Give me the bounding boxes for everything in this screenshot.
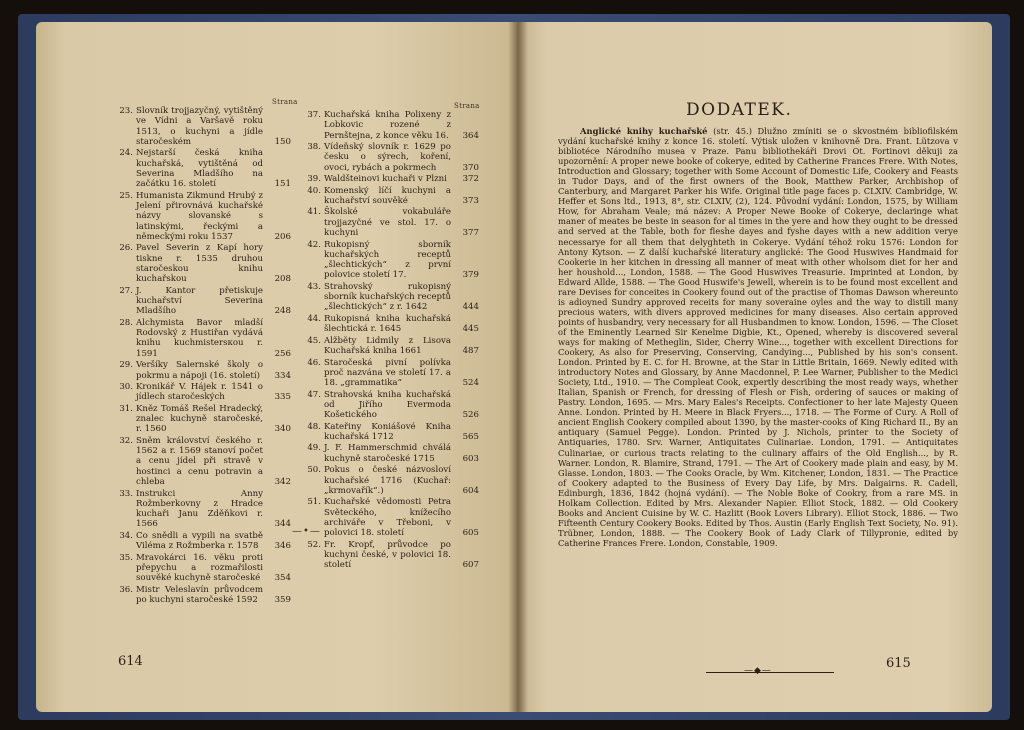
toc-entry-number: 28. <box>119 317 133 328</box>
toc-entry-title: Slovník trojjazyčný, vytištěný ve Vídni a Varšavě roku 1513, o kuchyni a jídle staročeském <box>136 106 263 147</box>
ornament: —◆— <box>744 666 772 676</box>
toc-entry-page: 603 <box>462 453 479 464</box>
toc-entry-number: 36. <box>119 584 133 595</box>
toc-entry-page: 256 <box>274 348 291 359</box>
toc-entry-number: 30. <box>119 382 133 393</box>
toc-entry-page: 373 <box>462 195 479 206</box>
toc-entry-title: Veršíky Salernské školy o pokrmu a nápoji (16. století) <box>136 360 263 381</box>
toc-entry-page: 379 <box>462 270 479 281</box>
toc-entry-number: 31. <box>119 403 133 414</box>
section-heading: Anglické knihy kuchařské <box>580 126 708 136</box>
toc-entry-page: 370 <box>462 162 479 173</box>
toc-entry-title: Kronikář V. Hájek r. 1541 o jídlech staročeských <box>136 382 263 403</box>
toc-entry-page: 150 <box>274 136 291 147</box>
toc-entry-page: 342 <box>274 477 291 488</box>
toc-entry-page: 604 <box>462 485 479 496</box>
toc-entry-number: 38. <box>307 142 321 153</box>
toc-entry-title: Kateřiny Koniášové Kniha kuchařská 1712 <box>324 421 451 442</box>
toc-entry-number: 44. <box>307 313 321 324</box>
toc-entry-title: Rukopisný sborník kuchařských receptů „šlechtických“ z první polovice století 17. <box>324 239 451 281</box>
toc-entry <box>304 174 479 184</box>
toc-entry <box>304 336 479 357</box>
toc-entry-number: 34. <box>119 530 133 541</box>
toc-entry-page: 487 <box>462 346 479 357</box>
toc-entry <box>304 540 479 571</box>
toc-entry-page: 344 <box>274 519 291 530</box>
column-header-strana: Strana <box>454 102 480 110</box>
toc-entry-number: 49. <box>307 443 321 454</box>
toc-entry <box>116 286 291 317</box>
toc-column-right <box>304 110 479 572</box>
toc-entry <box>116 531 291 552</box>
toc-entry-title: Staročeská pivní polívka proč nazvána ve století 17. a 18. „grammatika“ <box>324 357 451 389</box>
section-title: DODATEK. <box>686 100 793 120</box>
toc-entry-number: 33. <box>119 488 133 499</box>
toc-entry-number: 45. <box>307 335 321 346</box>
toc-entry-page: 335 <box>274 392 291 403</box>
toc-entry <box>304 282 479 313</box>
toc-entry-number: 42. <box>307 239 321 250</box>
toc-entry-title: Fr. Kropf, průvodce po kuchyni české, v polovici 18. století <box>324 539 451 571</box>
toc-entry-number: 40. <box>307 185 321 196</box>
toc-entry-title: Alžběty Lidmily z Lisova Kuchařská kniha 1661 <box>324 335 451 357</box>
toc-entry <box>116 553 291 584</box>
ornament: —•— <box>292 526 321 537</box>
toc-entry-page: 524 <box>462 378 479 389</box>
toc-entry <box>116 382 291 403</box>
toc-entry <box>304 358 479 389</box>
toc-entry-title: Strahovský rukopisný sborník kuchařských receptů „šlechtických“ z r. 1642 <box>324 281 451 313</box>
toc-entry <box>304 110 479 141</box>
toc-entry-page: 372 <box>462 174 479 185</box>
toc-entry-page: 445 <box>462 324 479 335</box>
toc-entry <box>304 142 479 173</box>
toc-entry-page: 334 <box>274 370 291 381</box>
toc-entry-title: Nejstarší česká kniha kuchařská, vytištěná od Severina Mladšího na začátku 16. století <box>136 148 263 190</box>
toc-entry-page: 444 <box>462 302 479 313</box>
page-number: 614 <box>118 654 143 669</box>
toc-entry-number: 29. <box>119 360 133 371</box>
toc-entry-title: Kněz Tomáš Rešel Hradecký, znalec kuchyně staročeské, r. 1560 <box>136 403 263 435</box>
page-number: 615 <box>886 656 911 671</box>
toc-entry-title: Mravokárci 16. věku proti přepychu a rozmařilosti souvěké kuchyně staročeské <box>136 552 263 584</box>
toc-entry-page: 208 <box>274 274 291 285</box>
toc-entry <box>304 465 479 496</box>
toc-entry <box>304 240 479 281</box>
toc-entry <box>116 148 291 189</box>
toc-entry-number: 37. <box>307 110 321 120</box>
toc-entry-number: 35. <box>119 552 133 563</box>
toc-entry-page: 359 <box>274 595 291 606</box>
toc-entry <box>116 404 291 435</box>
section-text: (str. 45.) Dlužno zmíniti se o skvostném bibliofilském vydání kuchařské knihy z konce 16. století. Výtisk uložen v knihovně Dra. Frant. Lützova v bibliotéce Národního musea v Praze. Panu bibliothekáři Drovi Ot. Fortinovi děkuji za upozornění: A proper newe booke of cokerye, edited by Catherine Frances Frere. With Notes, Introduction and Glossary; together with Some Account of Domestic Life, Cookery and Feasts in Tudor Days, and of the first owners of the Book, Matthew Parker, Archbishop of Canterbury, and Margaret Parker his Wife. Original title page faces p. CLXIV. Cambridge, W. Heffer et Sons ltd., 1913, 8°, str. CLXIV, (2), 124. Původní vydání: London, 1575, by William How, for Abraham Veale; má název: A Proper Newe Booke of Cokerye, declaringe what maner of meates be beste in season for al times in the yere and how they ought to be dressed and served at the Table, both for fleshe dayes and fyshe dayes with a new addition verye necessarye for all them that delyghteth in Cokerye. Vydání téhož roku 1576: London for Antony Kytson. — Z další kuchařské literatury anglické: The Good Huswives Handmaid for Cookerie in her kitchen in dressing all manner of meat with other wholsom diet for her and her houshold..., London, 1588. — The Good Huswives Treasurie. Imprinted at London, by Edward Allde, 1588. — The Good Huswife's Jewell, wherein is to be found most excellent and rare Devises for conceites in Cookery found out of the practise of Thomas Dawson whereunto is adioyned Sundry approved receits for many soveraine oyles and the way to distill many precious waters, with divers approved medicines for many diseases. Also certain approved points of husbandry, very necessary for all Husbandmen to know. London, 1596. — The Closet of the Eminently Learned Sir Kenelme Digbie, Kt., Opened, whereby is discovered several ways for making of Metheglin, Sider, Cherry Wine..., together with excellent Directions for Cookery, As also for Preserving, Conserving, Candying..., Published by his son's consent. London. Printed by E. C. for H. Browne, at the Star in Little Britain, 1669. Newly edited with introductory Notes and Glossary, by Anne Macdonnel, P. Lee Warner, Publisher to the Medici Society, Ltd., 1910. — The Compleat Cook, expertly describing the most ready ways, whether Italian, Spanish or French, for dressing of Flesh or Fish, ordering of sauces or making of Pastry. London, 1695. — Mrs. Mary Eales's Receipts. Confectioner to her late Majesty Queen Anne. London. Printed by H. Meere in Black Fryers..., 1718. — The Forme of Cury. A Roll of ancient English Cookery compiled about 1390, by the master-cooks of King Richard II., By an antiquary (Samuel Pegge). London. Printed by J. Nichols, printer to the Society of Antiquaries, 1780. Srv. Warner, Antiquitates Culinariae. London, 1791. — Antiquitates Culinariae, or curious tracts relating to the culinary affairs of the Old English..., by R. Warner. London, R. Blamire, Strand, 1791. — The Art of Cookery made plain and easy, by M. Glasse. London, 1803. — The Cooks Oracle, by Wm. Kitchener, London, 1831. — The Practice of Cookery adapted to the Business of Every Day Life, by Mrs. Dalgairns. R. Cadell, Edinburgh, 1836, 1842 (hojná vydání). — The Noble Boke of Cookry, from a rare MS. in Holkam Collection. Edited by Mrs. Alexander Napier. Elliot Stock, 1882. — Old Cookery Books and Ancient Cuisine by W. C. Hazlitt (Book Lovers Library). Elliot Stock, 1886. — Two Fifteenth Century Cookery Books. Edited by Thos. Austin (Early English Text Society, No. 91). Trübner, London, 1888. — The Cookery Book of Lady Clark of Tillypronie, edited by Catherine Frances Frere. London, Constable, 1909. <box>558 126 958 548</box>
toc-entry-page: 377 <box>462 228 479 239</box>
toc-entry-title: Rukopisná kniha kuchařská šlechtická r. 1645 <box>324 313 451 335</box>
toc-entry-page: 248 <box>274 306 291 317</box>
toc-entry <box>304 422 479 443</box>
toc-entry-page: 340 <box>274 424 291 435</box>
toc-entry-page: 605 <box>462 528 479 539</box>
toc-entry <box>304 314 479 335</box>
column-header-strana: Strana <box>272 98 298 106</box>
toc-entry-number: 47. <box>307 389 321 400</box>
toc-entry-number: 23. <box>119 106 133 116</box>
toc-entry-title: Strahovská kniha kuchařská od Jiřího Evermoda Košetického <box>324 389 451 421</box>
toc-entry-number: 51. <box>307 497 321 508</box>
toc-entry <box>304 390 479 421</box>
toc-entry <box>116 243 291 284</box>
toc-entry-number: 48. <box>307 421 321 432</box>
toc-entry-number: 25. <box>119 190 133 201</box>
right-page <box>518 22 992 712</box>
toc-entry-title: Pokus o české názvosloví kuchařské 1716 (Kuchař: „krmovařík“.) <box>324 465 451 496</box>
toc-entry <box>116 106 291 147</box>
section-body <box>558 126 958 548</box>
toc-entry-number: 50. <box>307 465 321 476</box>
toc-entry-page: 346 <box>274 541 291 552</box>
toc-entry-title: Školské vokabuláře trojjazyčné ve stol. 17. o kuchyni <box>324 207 451 239</box>
toc-entry-title: Komenský líčí kuchyni a kuchařství souvěké <box>324 185 451 206</box>
toc-entry-title: J. F. Hammerschmid chválá kuchyně staročeské 1715 <box>324 443 451 464</box>
toc-entry-page: 354 <box>274 573 291 584</box>
toc-entry-title: Instrukci Anny Rožmberkovny z Hradce kuchaři Janu Zděňkovi r. 1566 <box>136 488 263 530</box>
toc-entry-number: 32. <box>119 435 133 446</box>
toc-entry-title: Pavel Severin z Kapí hory tiskne r. 1535 druhou staročeskou knihu kuchařskou <box>136 243 263 285</box>
toc-entry <box>304 497 479 538</box>
toc-entry-number: 46. <box>307 357 321 368</box>
toc-entry <box>116 585 291 606</box>
toc-entry-title: Mistr Veleslavín průvodcem po kuchyni staročeské 1592 <box>136 584 263 606</box>
toc-entry <box>304 186 479 207</box>
toc-entry-title: Kuchařské vědomosti Petra Světeckého, knížecího archiváře v Třeboni, v polovici 18. století <box>324 497 451 539</box>
toc-entry-title: Co snědli a vypili na svatbě Viléma z Rožmberka r. 1578 <box>136 530 263 552</box>
toc-entry-page: 364 <box>462 130 479 141</box>
toc-entry-title: Vídeňský slovník r. 1629 po česku o sýrech, koření, ovoci, rybách a pokrmech <box>324 142 451 173</box>
toc-entry <box>304 207 479 238</box>
toc-entry-number: 39. <box>307 174 321 185</box>
toc-entry <box>116 360 291 381</box>
toc-entry <box>116 489 291 530</box>
toc-entry-title: Alchymista Bavor mladší Rodovský z Hustiřan vydává knihu kuchmistersкou r. 1591 <box>136 317 263 359</box>
toc-entry <box>116 318 291 359</box>
toc-entry <box>116 191 291 242</box>
toc-entry-number: 26. <box>119 243 133 254</box>
toc-entry-number: 27. <box>119 285 133 296</box>
toc-entry <box>116 436 291 487</box>
toc-entry-title: J. Kantor přetiskuje kuchařství Severina Mladšího <box>136 285 263 317</box>
toc-entry-title: Waldšteinovi kuchaři v Plzni <box>324 174 447 185</box>
toc-entry-page: 526 <box>462 410 479 421</box>
toc-entry <box>304 443 479 464</box>
toc-entry-number: 52. <box>307 539 321 550</box>
book-gutter <box>508 22 528 712</box>
toc-entry-page: 206 <box>274 231 291 242</box>
toc-entry-number: 24. <box>119 148 133 159</box>
toc-entry-page: 565 <box>462 431 479 442</box>
toc-entry-page: 151 <box>274 179 291 190</box>
toc-entry-title: Humanista Zikmund Hrubý z Jelení přirovnává kuchařské názvy slovanské s latinskými, řeckými a německými roku 1537 <box>136 190 263 242</box>
toc-entry-page: 607 <box>462 560 479 571</box>
left-page <box>36 22 518 712</box>
toc-entry-title: Sněm království českého r. 1562 a r. 1569 stanoví počet a cenu jídel při stravě v hostinci a cenu potravin a chleba <box>136 435 263 488</box>
toc-column-left <box>116 106 291 607</box>
toc-entry-number: 41. <box>307 207 321 218</box>
toc-entry-title: Kuchařská kniha Polixeny z Lobkovic rozené z Pernštejna, z konce věku 16. <box>324 110 451 141</box>
toc-entry-number: 43. <box>307 281 321 292</box>
